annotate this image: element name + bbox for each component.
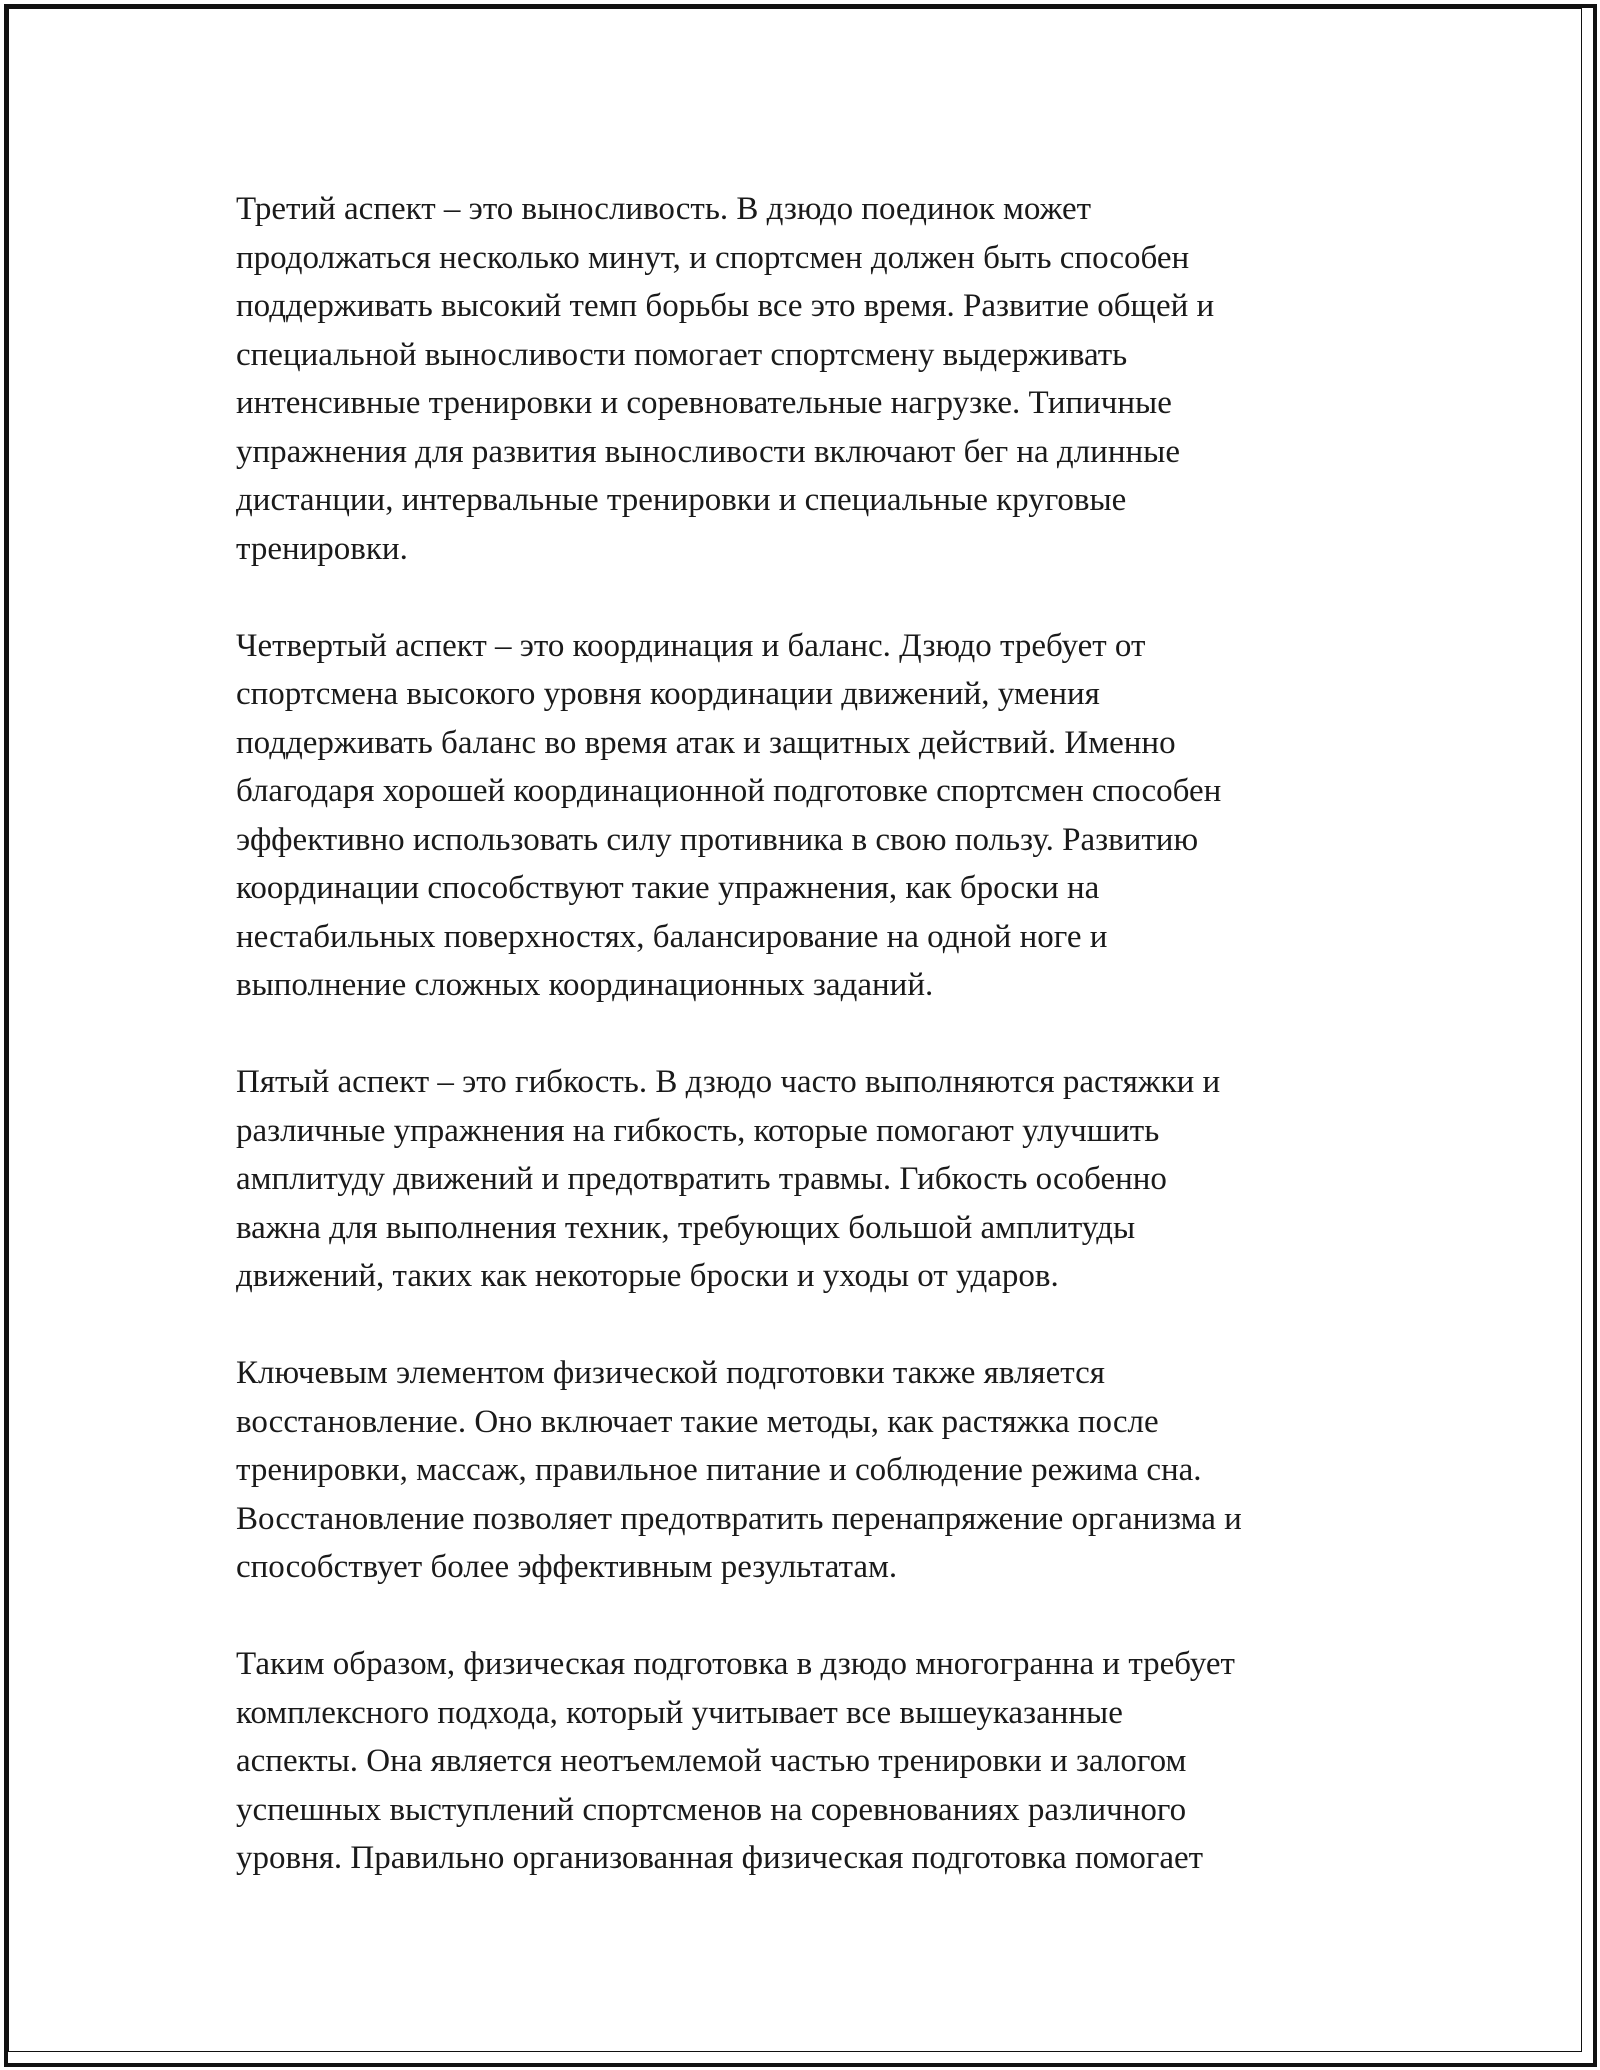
paragraph-recovery: Ключевым элементом физической подготовки также является восстановление. Оно включает такие методы, как растяжка после тренировки, массаж, правильное питание и соблюдение режима сна. Восстановление позволяет предотвратить перенапряжение организма и способствует более эффективным результатам. bbox=[236, 1355, 1242, 1585]
paragraph-endurance: Третий аспект – это выносливость. В дзюдо поединок может продолжаться несколько минут, и спортсмен должен быть способен поддерживать высокий темп борьбы все это время. Развитие общей и специальной выносливости помогает спортсмену выдерживать интенсивные тренировки и соревновательные нагрузке. Типичные упражнения для развития выносливости включают бег на длинные дистанции, интервальные тренировки и специальные круговые тренировки. bbox=[236, 191, 1215, 567]
paragraph-coordination: Четвертый аспект – это координация и баланс. Дзюдо требует от спортсмена высокого уровня координации движений, умения поддерживать баланс во время атак и защитных действий. Именно благодаря хорошей координационной подготовке спортсмен способен эффективно использовать силу противника в свою пользу. Развитию координации способствуют такие упражнения, как броски на нестабильных поверхностях, балансирование на одной ноге и выполнение сложных координационных заданий. bbox=[236, 627, 1222, 1003]
paragraph-conclusion: Таким образом, физическая подготовка в дзюдо многогранна и требует комплексного подхода, который учитывает все вышеуказанные аспекты. Она является неотъемлемой частью тренировки и залогом успешных выступлений спортсменов на соревнованиях различного уровня. Правильно организованная физическая подготовка помогает bbox=[236, 1646, 1235, 1876]
paragraph-flexibility: Пятый аспект – это гибкость. В дзюдо часто выполняются растяжки и различные упражнения на гибкость, которые помогают улучшить амплитуду движений и предотвратить травмы. Гибкость особенно важна для выполнения техник, требующих большой амплитуды движений, таких как некоторые броски и уходы от ударов. bbox=[236, 1064, 1221, 1294]
document-body bbox=[236, 185, 1386, 1883]
